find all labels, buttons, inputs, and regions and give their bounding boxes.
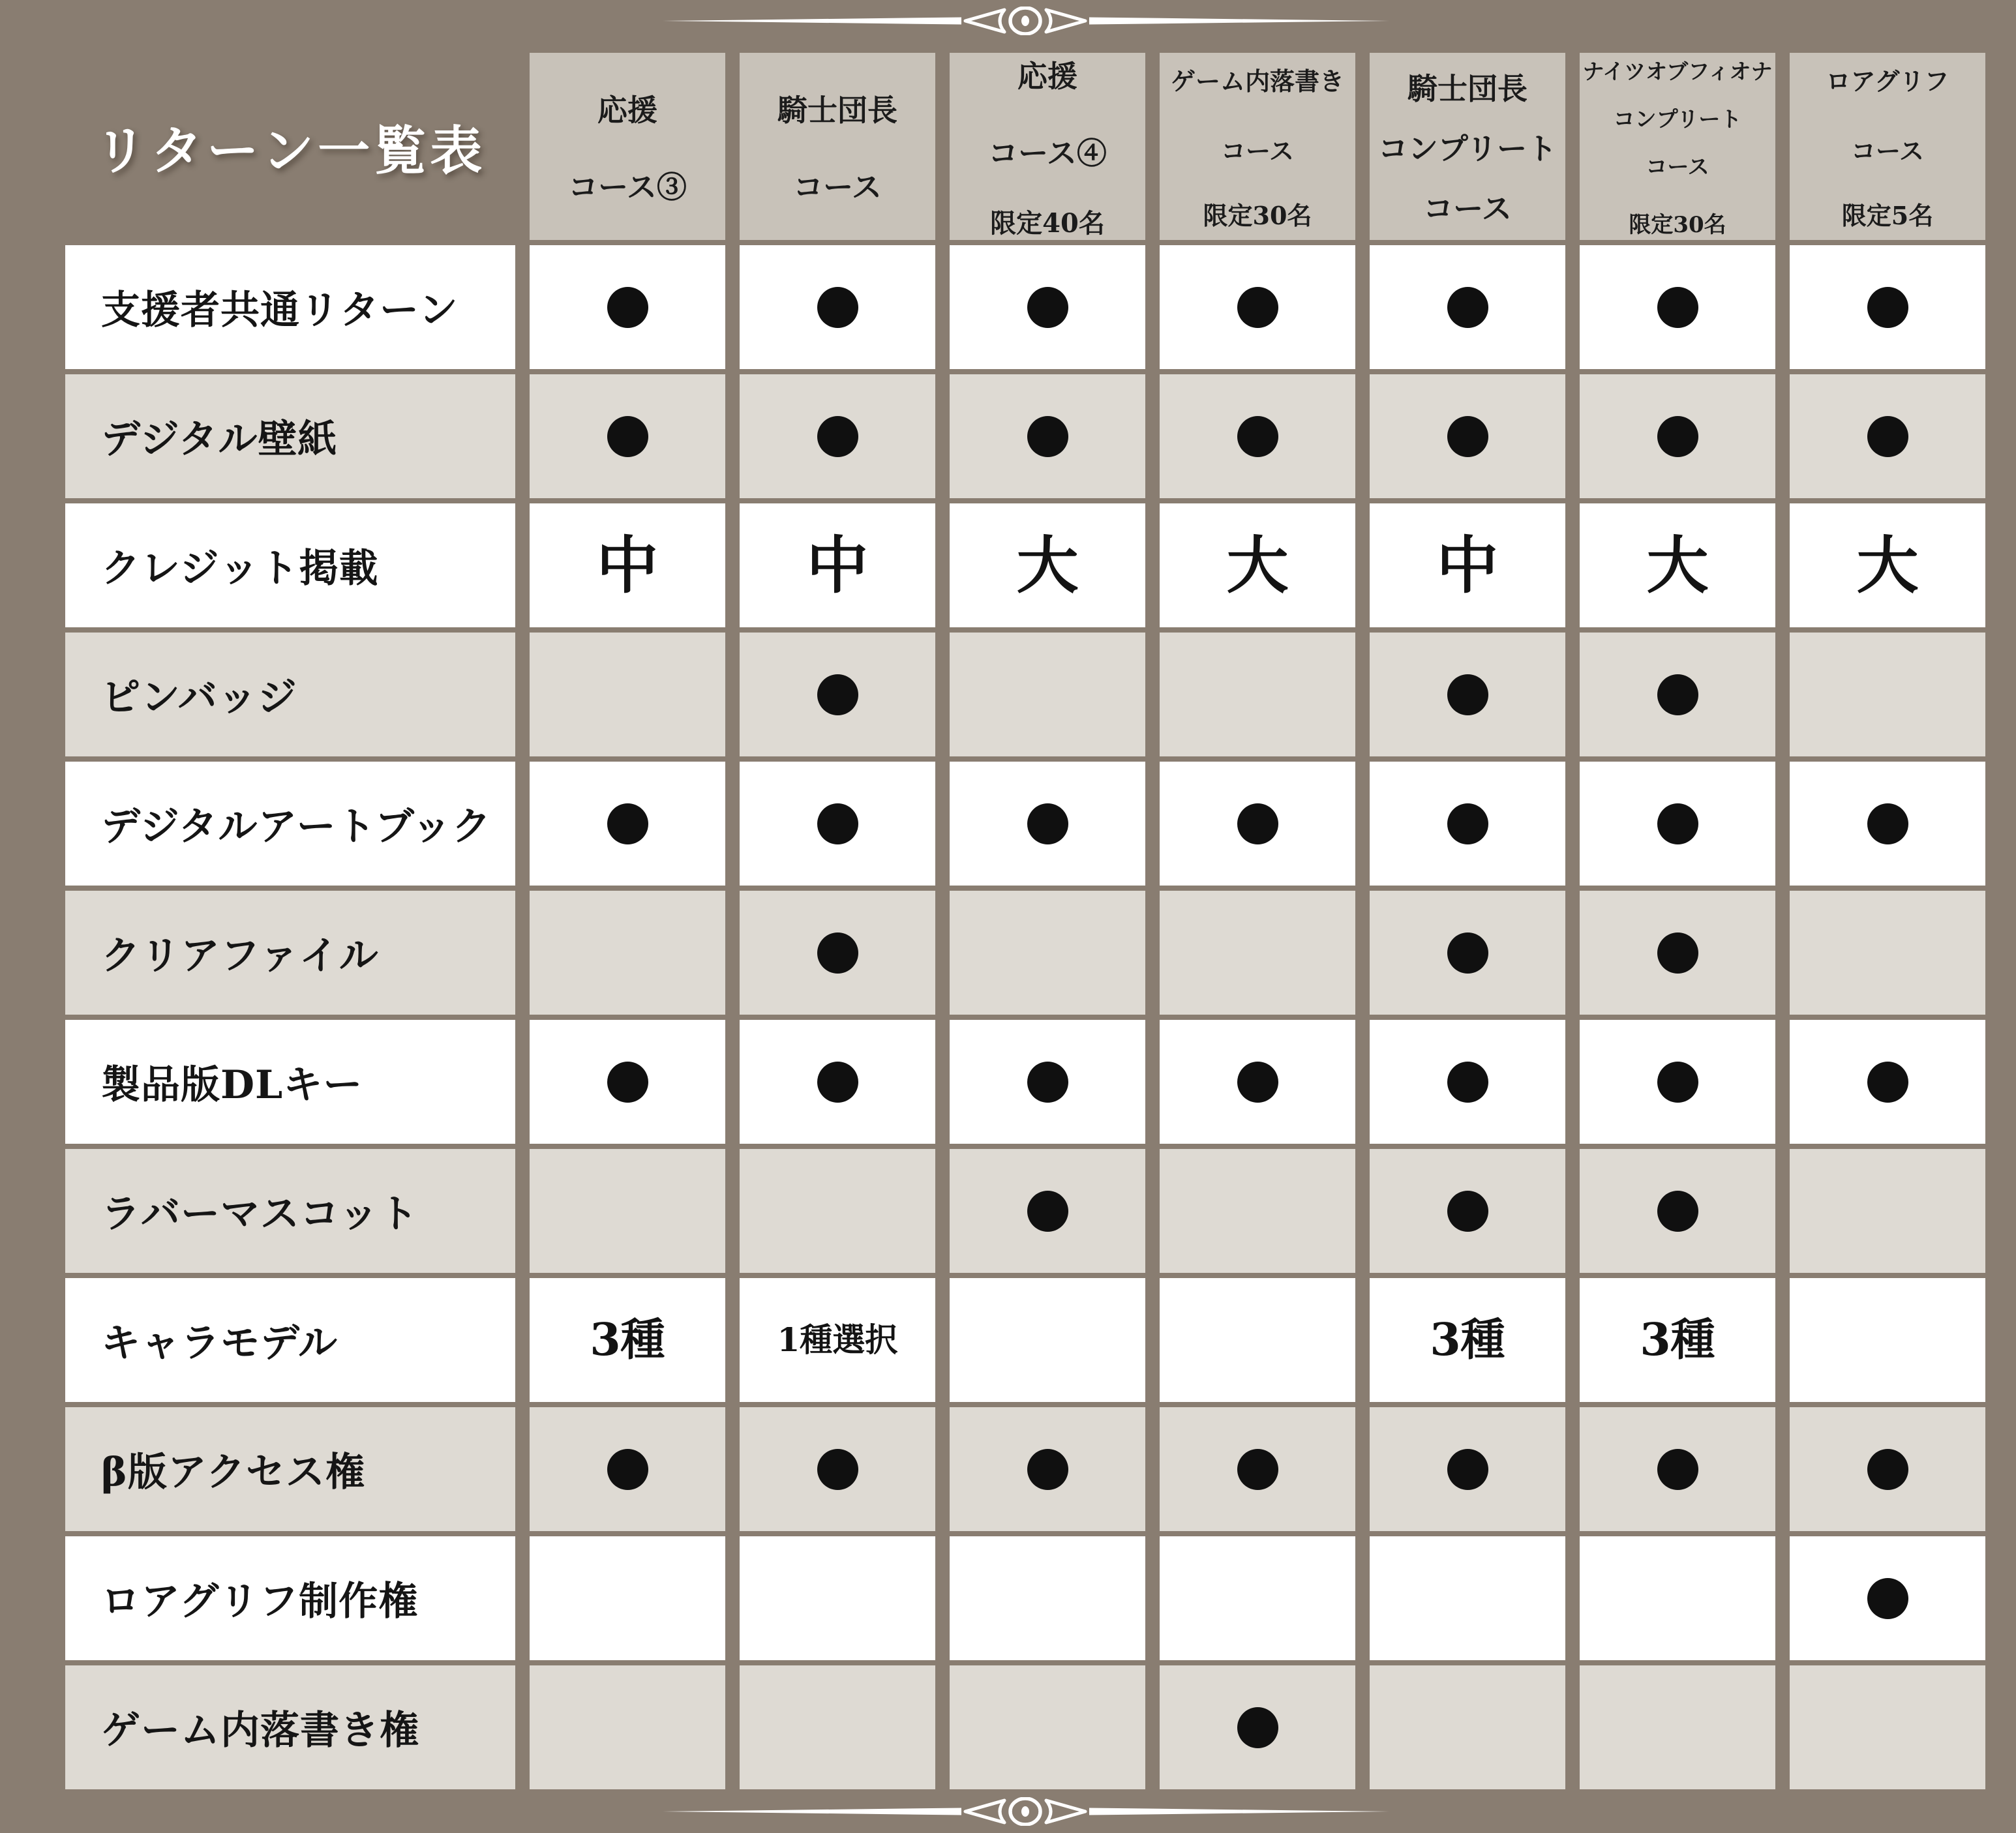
filled-dot-icon — [1447, 287, 1488, 328]
filled-dot-icon — [1237, 1449, 1278, 1490]
cell-r5-c4 — [1160, 762, 1355, 886]
cell-r6-c5 — [1370, 891, 1565, 1015]
divider-eye-icon — [660, 1797, 1391, 1826]
row-label-2: デジタル壁紙 — [65, 374, 515, 498]
filled-dot-icon — [817, 932, 858, 974]
cell-r6-c3 — [950, 891, 1145, 1015]
cell-r1-c2 — [740, 245, 935, 369]
cell-r3-c2 — [740, 503, 935, 627]
cell-r7-c5 — [1370, 1020, 1565, 1144]
cell-r8-c5 — [1370, 1149, 1565, 1273]
filled-dot-icon — [1237, 287, 1278, 328]
cell-r3-c7 — [1790, 503, 1985, 627]
divider-eye-icon — [660, 7, 1391, 35]
filled-dot-icon — [1027, 416, 1068, 457]
row-label-3: クレジット掲載 — [65, 503, 515, 627]
column-header-label: ゲーム内落書き コース — [1170, 67, 1344, 166]
filled-dot-icon — [1657, 1449, 1698, 1490]
cell-r12-c2 — [740, 1665, 935, 1789]
filled-dot-icon — [1027, 1449, 1068, 1490]
filled-dot-icon — [1447, 1191, 1488, 1232]
cell-r9-c5 — [1370, 1278, 1565, 1402]
cell-r2-c5 — [1370, 374, 1565, 498]
filled-dot-icon — [1657, 416, 1698, 457]
row-label-8: ラバーマスコット — [65, 1149, 515, 1273]
cell-r1-c3 — [950, 245, 1145, 369]
filled-dot-icon — [1867, 287, 1908, 328]
filled-dot-icon — [1027, 1191, 1068, 1232]
cell-value: 3種 — [590, 1314, 665, 1366]
cell-r8-c6 — [1580, 1149, 1775, 1273]
limited-count-label: 限定5名 — [1841, 201, 1934, 230]
cell-r5-c5 — [1370, 762, 1565, 886]
filled-dot-icon — [1027, 287, 1068, 328]
filled-dot-icon — [1237, 416, 1278, 457]
row-label-7: 製品版DLキー — [65, 1020, 515, 1144]
cell-value: 大 — [1856, 529, 1919, 602]
cell-r9-c6 — [1580, 1278, 1775, 1402]
cell-r2-c1 — [530, 374, 725, 498]
filled-dot-icon — [1867, 803, 1908, 844]
cell-r12-c1 — [530, 1665, 725, 1789]
column-header-label: ロアグリフ コース — [1826, 67, 1949, 166]
row-label-10: β版アクセス権 — [65, 1407, 515, 1531]
cell-value: 大 — [1226, 529, 1289, 602]
cell-r6-c1 — [530, 891, 725, 1015]
filled-dot-icon — [1657, 1191, 1698, 1232]
column-header-label: 応援 コース④ — [988, 59, 1107, 171]
cell-r8-c1 — [530, 1149, 725, 1273]
filled-dot-icon — [817, 1062, 858, 1103]
cell-r2-c6 — [1580, 374, 1775, 498]
filled-dot-icon — [1447, 674, 1488, 715]
cell-r7-c3 — [950, 1020, 1145, 1144]
cell-r2-c3 — [950, 374, 1145, 498]
cell-r4-c6 — [1580, 633, 1775, 756]
cell-r6-c2 — [740, 891, 935, 1015]
cell-r6-c6 — [1580, 891, 1775, 1015]
cell-value: 中 — [1436, 529, 1499, 602]
cell-r8-c4 — [1160, 1149, 1355, 1273]
cell-r5-c6 — [1580, 762, 1775, 886]
cell-r12-c6 — [1580, 1665, 1775, 1789]
filled-dot-icon — [1447, 803, 1488, 844]
cell-r2-c4 — [1160, 374, 1355, 498]
cell-r5-c3 — [950, 762, 1145, 886]
cell-r9-c7 — [1790, 1278, 1985, 1402]
cell-value: 大 — [1646, 529, 1709, 602]
cell-r1-c6 — [1580, 245, 1775, 369]
cell-r10-c4 — [1160, 1407, 1355, 1531]
cell-r7-c6 — [1580, 1020, 1775, 1144]
cell-r11-c1 — [530, 1536, 725, 1660]
column-header-2 — [740, 53, 935, 240]
column-header-label: ナイツオブフィオナ コンプリート コース — [1582, 58, 1773, 179]
limited-count-label: 限定40名 — [990, 208, 1105, 239]
column-header-5 — [1370, 53, 1565, 240]
bottom-divider-ornament — [660, 1797, 1391, 1826]
row-label-5: デジタルアートブック — [65, 762, 515, 886]
cell-r12-c5 — [1370, 1665, 1565, 1789]
cell-r1-c4 — [1160, 245, 1355, 369]
top-divider-ornament — [660, 7, 1391, 35]
cell-r7-c7 — [1790, 1020, 1985, 1144]
cell-r1-c5 — [1370, 245, 1565, 369]
cell-r7-c4 — [1160, 1020, 1355, 1144]
cell-value: 3種 — [1640, 1314, 1715, 1366]
cell-r7-c1 — [530, 1020, 725, 1144]
row-label-12: ゲーム内落書き権 — [65, 1665, 515, 1789]
filled-dot-icon — [1027, 1062, 1068, 1103]
filled-dot-icon — [817, 416, 858, 457]
filled-dot-icon — [1447, 1062, 1488, 1103]
cell-r11-c2 — [740, 1536, 935, 1660]
filled-dot-icon — [1867, 1449, 1908, 1490]
rewards-table — [65, 53, 1985, 1789]
column-header-label: 応援 コース③ — [568, 92, 687, 205]
cell-r2-c2 — [740, 374, 935, 498]
cell-r4-c4 — [1160, 633, 1355, 756]
column-header-6 — [1580, 53, 1775, 240]
cell-r2-c7 — [1790, 374, 1985, 498]
filled-dot-icon — [607, 287, 648, 328]
cell-r12-c3 — [950, 1665, 1145, 1789]
row-label-9: キャラモデル — [65, 1278, 515, 1402]
cell-r8-c3 — [950, 1149, 1145, 1273]
page-title: リターン一覧表 — [94, 120, 487, 181]
cell-r1-c1 — [530, 245, 725, 369]
filled-dot-icon — [607, 1449, 648, 1490]
filled-dot-icon — [1657, 1062, 1698, 1103]
filled-dot-icon — [1447, 1449, 1488, 1490]
cell-r11-c6 — [1580, 1536, 1775, 1660]
filled-dot-icon — [817, 674, 858, 715]
cell-r6-c7 — [1790, 891, 1985, 1015]
cell-r3-c6 — [1580, 503, 1775, 627]
cell-r3-c1 — [530, 503, 725, 627]
filled-dot-icon — [817, 1449, 858, 1490]
filled-dot-icon — [1867, 1578, 1908, 1619]
column-header-1 — [530, 53, 725, 240]
filled-dot-icon — [607, 803, 648, 844]
filled-dot-icon — [1657, 803, 1698, 844]
cell-r4-c2 — [740, 633, 935, 756]
column-header-3 — [950, 53, 1145, 240]
filled-dot-icon — [1237, 1062, 1278, 1103]
filled-dot-icon — [1237, 1707, 1278, 1748]
cell-r3-c4 — [1160, 503, 1355, 627]
cell-r8-c7 — [1790, 1149, 1985, 1273]
cell-r9-c3 — [950, 1278, 1145, 1402]
cell-r11-c5 — [1370, 1536, 1565, 1660]
cell-value: 3種 — [1430, 1314, 1505, 1366]
row-label-1: 支援者共通リターン — [65, 245, 515, 369]
filled-dot-icon — [1027, 803, 1068, 844]
cell-r9-c4 — [1160, 1278, 1355, 1402]
cell-r12-c4 — [1160, 1665, 1355, 1789]
cell-r12-c7 — [1790, 1665, 1985, 1789]
cell-r10-c6 — [1580, 1407, 1775, 1531]
cell-value: 1種選択 — [777, 1320, 898, 1359]
cell-r4-c3 — [950, 633, 1145, 756]
cell-r5-c2 — [740, 762, 935, 886]
row-label-11: ロアグリフ制作権 — [65, 1536, 515, 1660]
filled-dot-icon — [1867, 1062, 1908, 1103]
filled-dot-icon — [1447, 932, 1488, 974]
filled-dot-icon — [607, 416, 648, 457]
cell-r4-c1 — [530, 633, 725, 756]
cell-r11-c7 — [1790, 1536, 1985, 1660]
cell-r5-c1 — [530, 762, 725, 886]
cell-value: 大 — [1016, 529, 1079, 602]
cell-r10-c7 — [1790, 1407, 1985, 1531]
cell-r8-c2 — [740, 1149, 935, 1273]
cell-r10-c5 — [1370, 1407, 1565, 1531]
table-title-cell — [65, 53, 515, 240]
cell-r9-c1 — [530, 1278, 725, 1402]
cell-r10-c3 — [950, 1407, 1145, 1531]
cell-value: 中 — [596, 529, 659, 602]
column-header-4 — [1160, 53, 1355, 240]
cell-r1-c7 — [1790, 245, 1985, 369]
cell-r11-c4 — [1160, 1536, 1355, 1660]
filled-dot-icon — [817, 287, 858, 328]
cell-r4-c5 — [1370, 633, 1565, 756]
cell-r3-c3 — [950, 503, 1145, 627]
cell-r3-c5 — [1370, 503, 1565, 627]
filled-dot-icon — [1237, 803, 1278, 844]
cell-r9-c2 — [740, 1278, 935, 1402]
row-label-4: ピンバッジ — [65, 633, 515, 756]
filled-dot-icon — [1447, 416, 1488, 457]
filled-dot-icon — [1657, 287, 1698, 328]
cell-r4-c7 — [1790, 633, 1985, 756]
cell-value: 中 — [806, 529, 869, 602]
cell-r11-c3 — [950, 1536, 1145, 1660]
limited-count-label: 限定30名 — [1203, 201, 1312, 230]
cell-r5-c7 — [1790, 762, 1985, 886]
filled-dot-icon — [607, 1062, 648, 1103]
column-header-label: 騎士団長 コース — [777, 92, 897, 205]
cell-r7-c2 — [740, 1020, 935, 1144]
limited-count-label: 限定30名 — [1629, 211, 1726, 238]
column-header-7 — [1790, 53, 1985, 240]
filled-dot-icon — [1657, 674, 1698, 715]
filled-dot-icon — [1657, 932, 1698, 974]
filled-dot-icon — [817, 803, 858, 844]
filled-dot-icon — [1867, 416, 1908, 457]
cell-r10-c2 — [740, 1407, 935, 1531]
row-label-6: クリアファイル — [65, 891, 515, 1015]
column-header-label: 騎士団長 コンプリート コース — [1377, 70, 1557, 226]
cell-r6-c4 — [1160, 891, 1355, 1015]
cell-r10-c1 — [530, 1407, 725, 1531]
